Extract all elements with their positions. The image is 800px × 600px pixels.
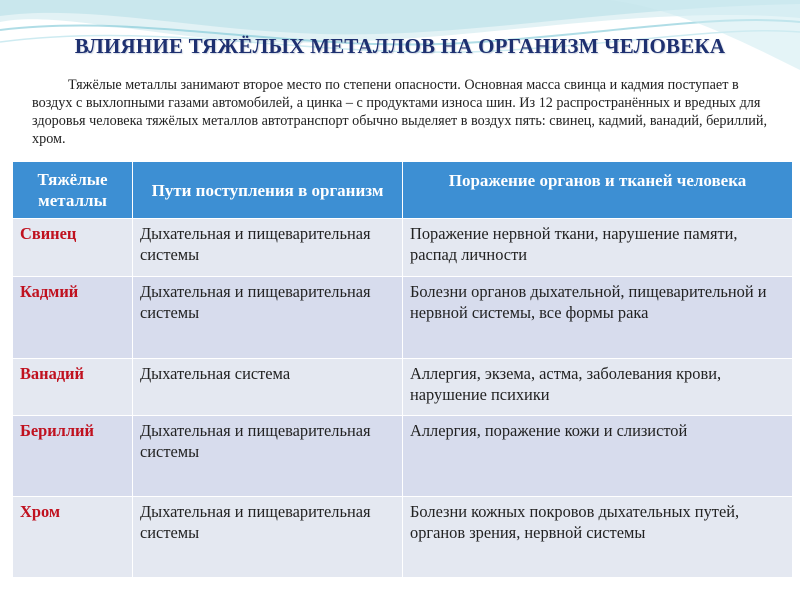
entry-route: Дыхательная и пищеварительная системы	[133, 277, 403, 359]
table-row	[13, 497, 793, 578]
metal-name: Свинец	[13, 219, 133, 277]
entry-route: Дыхательная система	[133, 359, 403, 416]
header-entry-routes: Пути поступления в организм	[133, 162, 403, 219]
metal-name: Хром	[13, 497, 133, 578]
damage-description: Болезни органов дыхательной, пищеварительной и нервной системы, все формы рака	[403, 277, 793, 359]
table-row	[13, 359, 793, 416]
table-row	[13, 219, 793, 277]
intro-paragraph: Тяжёлые металлы занимают второе место по степени опасности. Основная масса свинца и кадмия поступает в воздух с выхлопными газами автомобилей, а цинка – с продуктами износа шин. Из 12 распространённых и вредных для здоровья человека тяжёлых металлов автотранспорт обычно выделяет в воздух пять: свинец, кадмий, ванадий, бериллий, хром.	[32, 77, 767, 147]
damage-description: Аллергия, поражение кожи и слизистой	[403, 416, 793, 497]
metal-name: Бериллий	[13, 416, 133, 497]
table-header-row	[13, 162, 793, 219]
heavy-metals-table	[12, 161, 793, 578]
damage-description: Болезни кожных покровов дыхательных путей, органов зрения, нервной системы	[403, 497, 793, 578]
page-title: ВЛИЯНИЕ ТЯЖЁЛЫХ МЕТАЛЛОВ НА ОРГАНИЗМ ЧЕЛОВЕКА	[74, 34, 726, 58]
entry-route: Дыхательная и пищеварительная системы	[133, 416, 403, 497]
table-row	[13, 416, 793, 497]
metal-name: Ванадий	[13, 359, 133, 416]
entry-route: Дыхательная и пищеварительная системы	[133, 497, 403, 578]
metal-name: Кадмий	[13, 277, 133, 359]
entry-route: Дыхательная и пищеварительная системы	[133, 219, 403, 277]
table-row	[13, 277, 793, 359]
damage-description: Поражение нервной ткани, нарушение памяти, распад личности	[403, 219, 793, 277]
header-damage: Поражение органов и тканей человека	[403, 162, 793, 219]
header-metals: Тяжёлые металлы	[13, 162, 133, 219]
damage-description: Аллергия, экзема, астма, заболевания крови, нарушение психики	[403, 359, 793, 416]
